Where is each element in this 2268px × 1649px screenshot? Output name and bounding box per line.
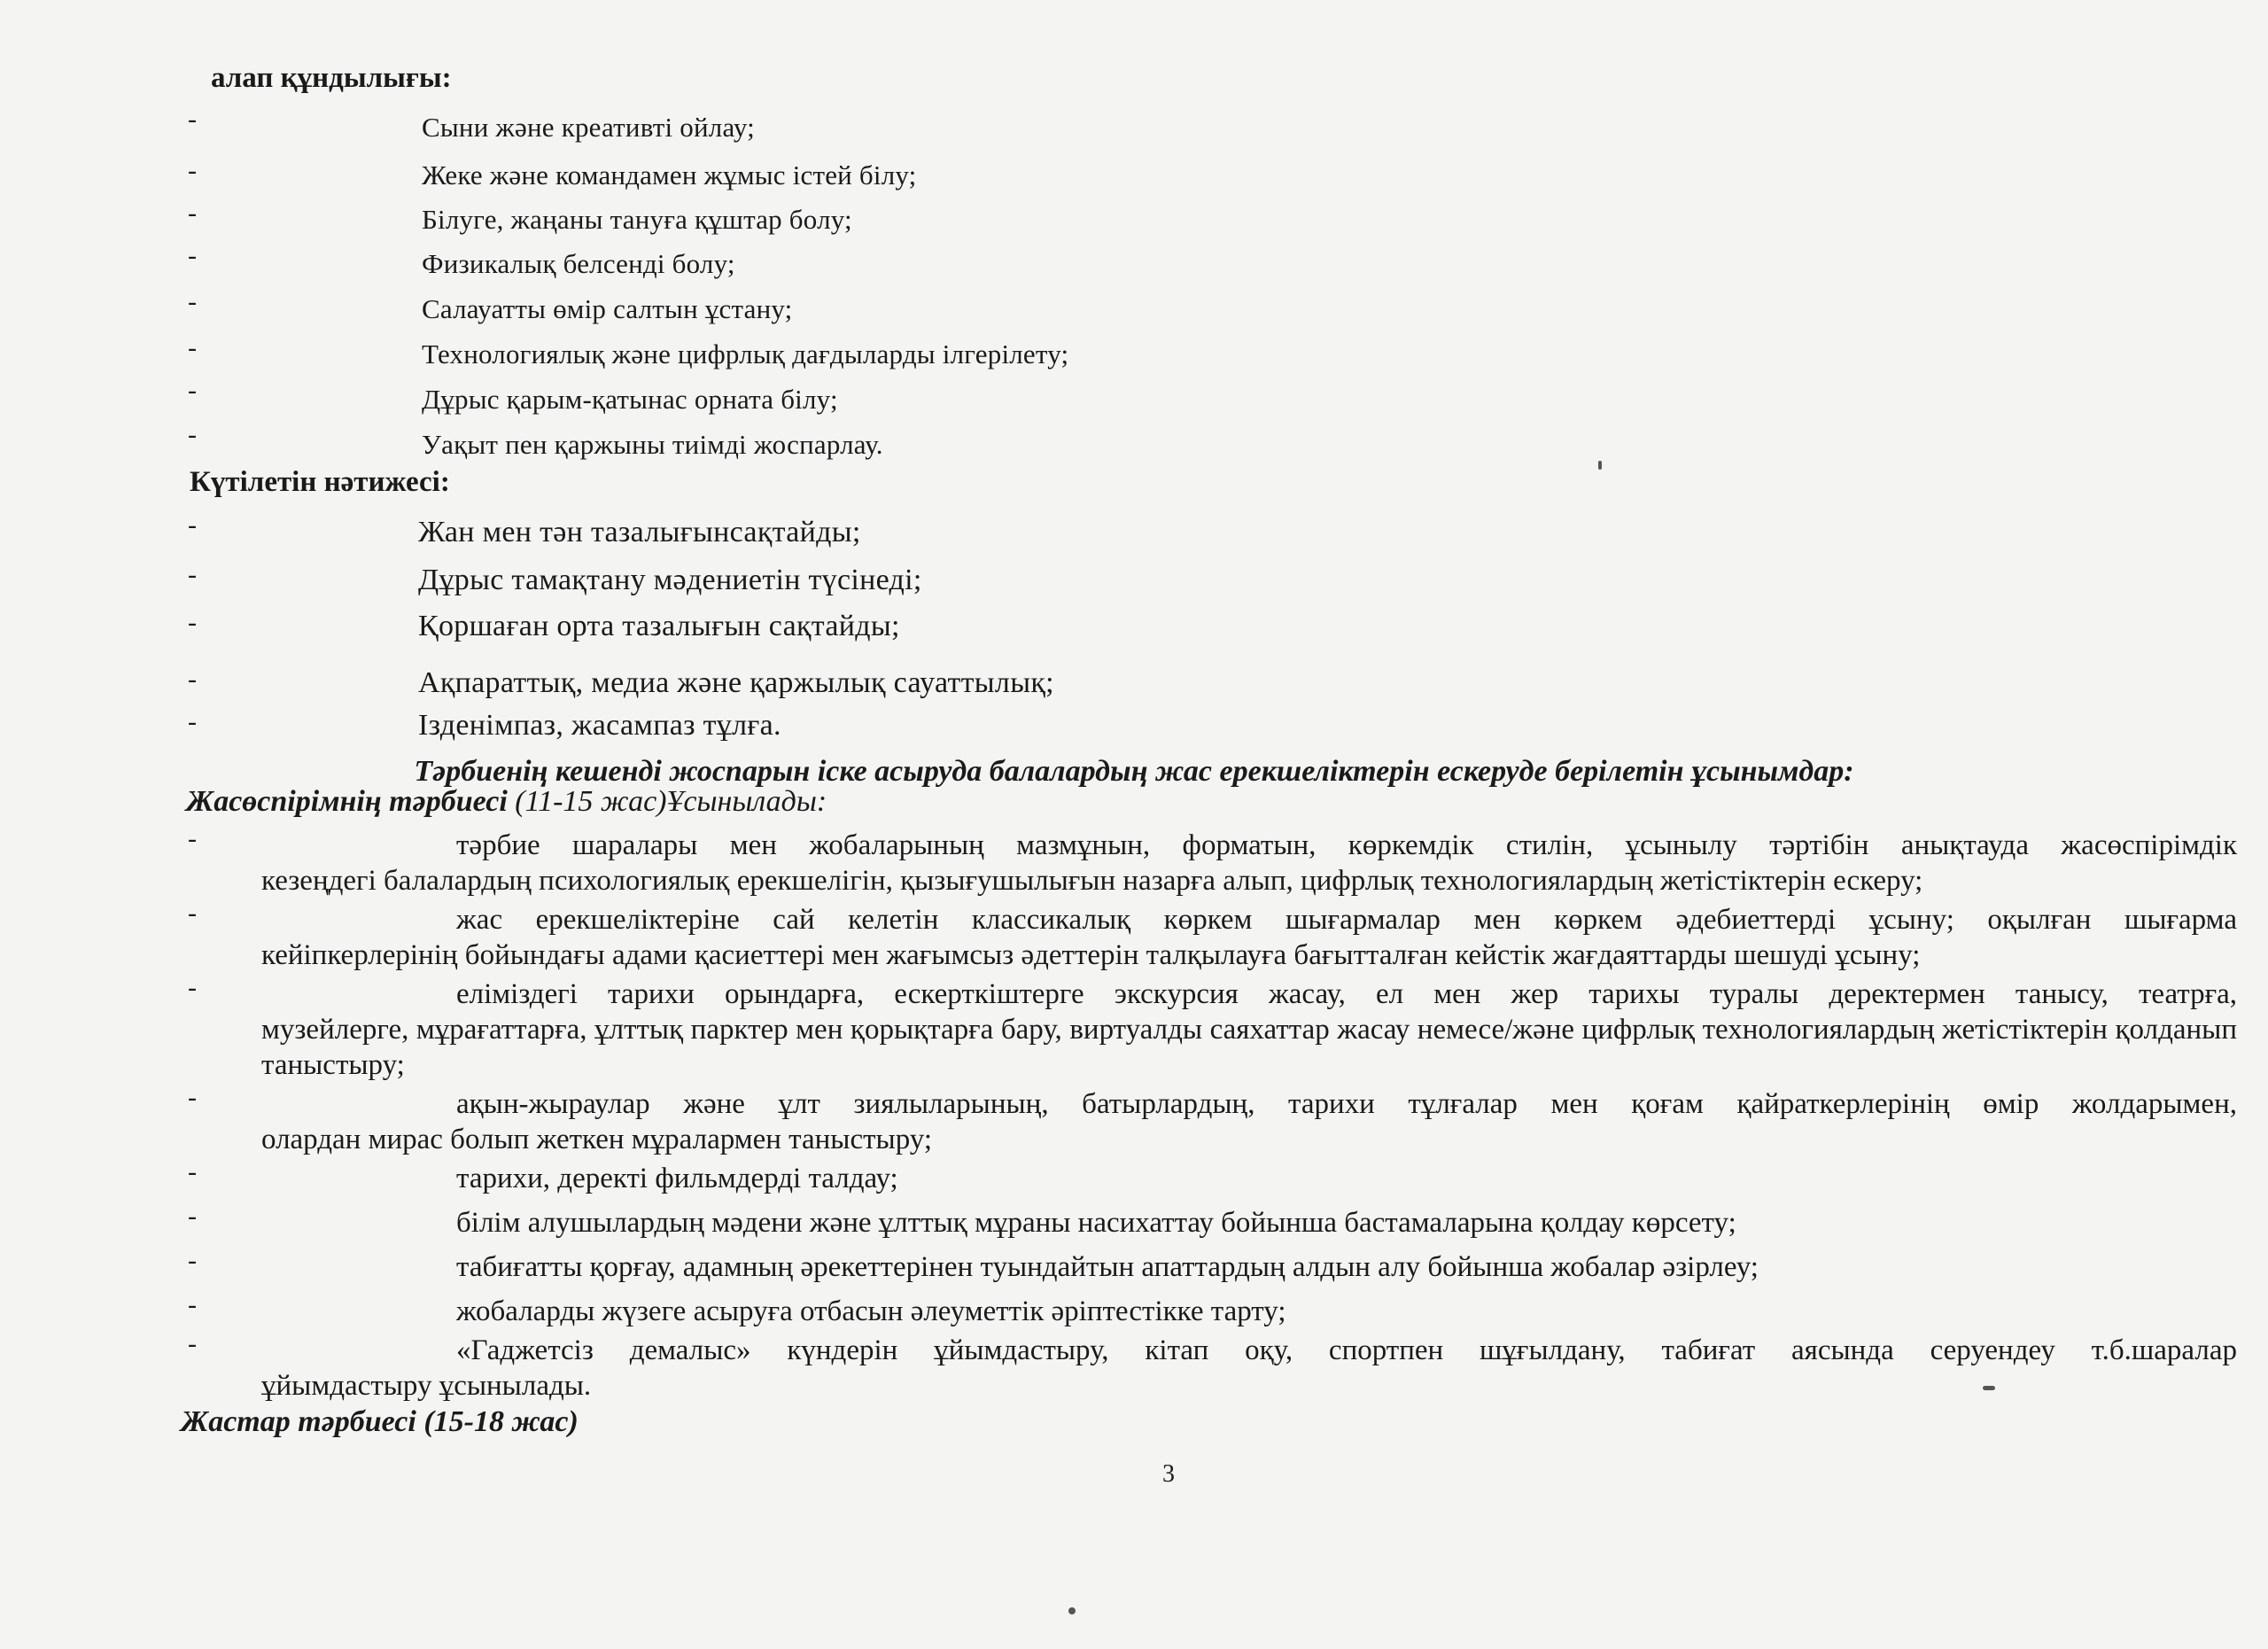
list-item-first-line: еліміздегі тарихи орындарға, ескерткіштерге экскурсия жасау, ел мен жер тарихы туралы деректермен танысу, театрға, (456, 978, 2237, 1010)
list-item: Физикалық белсенді болу; (422, 248, 735, 279)
youth-heading: Жастар тәрбиесі (15-18 жас) (181, 1405, 579, 1438)
list-item (261, 976, 2237, 1083)
list-dash: - (188, 824, 197, 853)
list-dash: - (188, 560, 197, 589)
list-item-continuation: музейлерге, мұрағаттарға, ұлттық парктер мен қорықтарға бару, виртуалды саяхаттар жасау немесе/және цифрлық технологиялардың жетістіктерін қолданып таныстыру; (261, 1014, 2237, 1081)
list-dash: - (188, 665, 197, 694)
recommendations-heading: Тәрбиенің кешенді жоспарын іске асыруда балалардың жас ерекшеліктерін ескеруде берілетін ұсынымдар: (414, 755, 1854, 788)
list-item: Технологиялық және цифрлық дағдыларды ілгерілету; (422, 338, 1069, 369)
list-dash: - (188, 898, 197, 928)
list-item-first-line: «Гаджетсіз демалыс» күндерін ұйымдастыру, кітап оқу, спортпен шұғылдану, табиғат аясында серуендеу т.б.шаралар (456, 1334, 2237, 1366)
list-item: Сыни және креативті ойлау; (422, 112, 755, 143)
list-item: Қоршаған орта тазалығын сақтайды; (418, 610, 900, 642)
list-item: Салауатты өмір салтын ұстану; (422, 293, 793, 324)
scan-speck (1983, 1386, 1995, 1390)
scan-speck (1598, 461, 1602, 470)
list-dash: - (188, 287, 197, 316)
list-dash: - (188, 707, 197, 736)
list-dash: - (188, 1290, 197, 1319)
scan-dot (1068, 1607, 1076, 1614)
list-item: Дұрыс қарым-қатынас орната білу; (422, 384, 838, 415)
teen-heading (186, 785, 827, 819)
list-item-continuation: кезеңдегі балалардың психологиялық ерекшелігін, қызығушылығын назарға алып, цифрлық технологиялардың жетістіктерін ескеру; (261, 865, 1923, 897)
list-item-first-line: ақын-жыраулар және ұлт зиялыларының, батырлардың, тарихи тұлғалар мен қоғам қайраткерлерінің өмір жолдарымен, (456, 1088, 2237, 1120)
list-dash: - (188, 973, 197, 1002)
list-item-continuation: кейіпкерлерінің бойындағы адами қасиеттері мен жағымсыз әдеттерін талқылауға бағытталған кейстік жағдаяттарды шешуді ұсыну; (261, 939, 1921, 971)
list-item: Дұрыс тамақтану мәдениетін түсінеді; (418, 564, 922, 596)
list-item (261, 1161, 2237, 1196)
list-dash: - (188, 198, 197, 228)
teen-heading-age: (11-15 жас)Ұсынылады: (507, 785, 827, 818)
list-dash: - (188, 105, 197, 134)
list-dash: - (188, 1157, 197, 1186)
list-dash: - (188, 420, 197, 449)
list-item-continuation: олардан мирас болып жеткен мұралармен таныстыру; (261, 1124, 933, 1155)
teen-heading-title: Жасөспірімнің тәрбиесі (186, 785, 508, 818)
list-item-first-line: жас ерекшеліктеріне сай келетін классикалық көркем шығармалар мен көркем әдебиеттерді ұсыну; оқылған шығарма (456, 904, 2237, 936)
list-item-continuation: ұйымдастыру ұсынылады. (261, 1370, 592, 1402)
list-item: Білуге, жаңаны тануға құштар болу; (422, 204, 852, 235)
list-item (261, 902, 2237, 973)
list-item (261, 1249, 2237, 1285)
list-item (261, 1205, 2237, 1241)
list-dash: - (188, 1083, 197, 1112)
page-number: 3 (1162, 1460, 1175, 1488)
list-item-first-line: тарихи, деректі фильмдерді талдау; (456, 1163, 898, 1194)
list-dash: - (188, 510, 197, 540)
list-item (261, 1086, 2237, 1157)
list-item-first-line: жобаларды жүзеге асыруға отбасын әлеуметтік әріптестікке тарту; (456, 1295, 1286, 1327)
list-item: Уақыт пен қаржыны тиімді жоспарлау. (422, 429, 883, 460)
list-item-first-line: тәрбие шаралары мен жобаларының мазмұнын, форматын, көркемдік стилін, ұсынылу тәртібін анықтауда жасөспірімдік (456, 829, 2237, 861)
list-item: Ақпараттық, медиа және қаржылық сауаттылық; (418, 666, 1054, 699)
values-heading: алап құндылығы: (211, 62, 452, 94)
results-heading: Күтілетін нәтижесі: (190, 466, 450, 498)
list-item-first-line: табиғатты қорғау, адамның әрекеттерінен туындайтын апаттардың алдын алу бойынша жобалар әзірлеу; (456, 1251, 1759, 1283)
list-dash: - (188, 608, 197, 637)
list-dash: - (188, 376, 197, 405)
list-dash: - (188, 333, 197, 362)
list-dash: - (188, 1246, 197, 1275)
list-dash: - (188, 1329, 197, 1358)
list-item (261, 828, 2237, 898)
list-item: Ізденімпаз, жасампаз тұлға. (418, 709, 781, 742)
list-dash: - (188, 241, 197, 270)
list-item (261, 1333, 2237, 1404)
list-dash: - (188, 156, 197, 185)
list-item: Жан мен тән тазалығынсақтайды; (418, 516, 861, 548)
list-item: Жеке және командамен жұмыс істей білу; (422, 159, 917, 191)
list-item-first-line: білім алушылардың мәдени және ұлттық мұраны насихаттау бойынша бастамаларына қолдау көрсету; (456, 1207, 1736, 1239)
list-item (261, 1294, 2237, 1329)
list-dash: - (188, 1202, 197, 1231)
